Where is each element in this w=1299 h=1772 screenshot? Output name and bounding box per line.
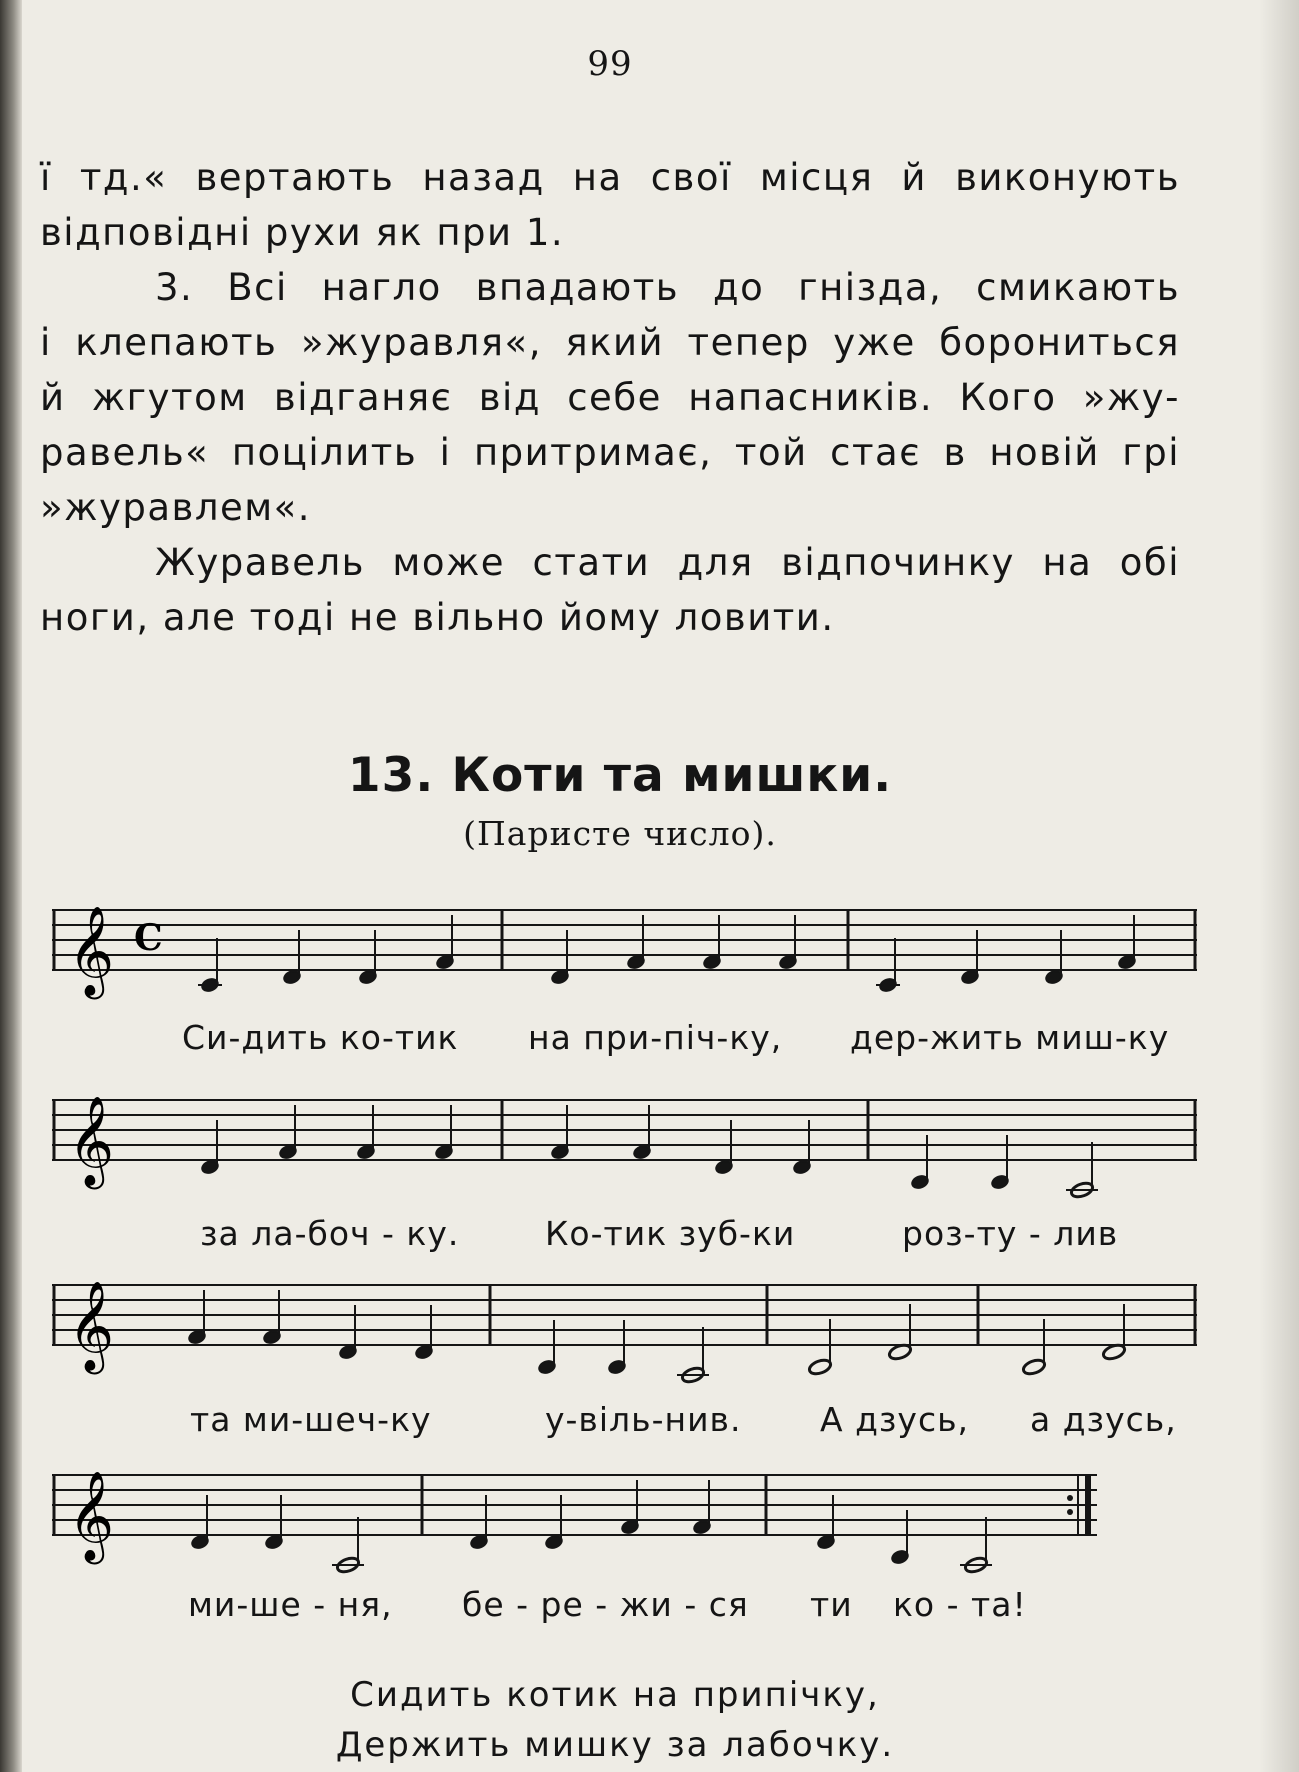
song-title: 13. Коти та мишки.: [347, 748, 893, 803]
music-staff-3: [52, 1255, 1212, 1395]
paragraph-2-line-5: »журавлем«.: [40, 486, 312, 529]
treble-clef-icon: 𝄞: [68, 1096, 115, 1186]
verse-line-1: Сидить котик на припічку,: [350, 1675, 880, 1715]
lyric-2-c: роз-ту - лив: [902, 1214, 1119, 1253]
page-edge-shadow: [1259, 0, 1299, 1772]
verse-line-2: Держить мишку за лабочку.: [335, 1725, 895, 1765]
lyric-2-a: за ла-боч - ку.: [200, 1214, 460, 1253]
music-staff-2: [52, 1070, 1212, 1210]
paragraph-2-line-4: равель« поцілить і притримає, той стає в новій грі: [40, 431, 1180, 474]
lyric-4-a: ми-ше - ня,: [188, 1585, 393, 1624]
lyric-4-b: бе - ре - жи - ся: [462, 1585, 749, 1624]
lyric-3-d: а дзусь,: [1030, 1400, 1177, 1439]
lyric-2-b: Ко-тик зуб-ки: [545, 1214, 796, 1253]
paragraph-2-line-3: й жгутом відганяє від себе напасників. Кого »жу-: [40, 376, 1180, 419]
lyric-4-c: ти: [810, 1585, 853, 1624]
music-staff-1: [52, 880, 1212, 1020]
treble-clef-icon: 𝄞: [68, 1281, 115, 1371]
lyric-1-b: на при-піч-ку,: [528, 1018, 783, 1057]
lyric-3-c: А дзусь,: [820, 1400, 970, 1439]
lyric-1-c: дер-жить миш-ку: [850, 1018, 1170, 1057]
paragraph-1-line-1: ї тд.« вертають назад на свої місця й виконують: [40, 156, 1180, 199]
song-subtitle: (Паристе число).: [463, 814, 777, 853]
treble-clef-icon: 𝄞: [68, 1471, 115, 1561]
lyric-1-a: Си-дить ко-тик: [182, 1018, 459, 1057]
page-number: 99: [587, 44, 633, 84]
lyric-4-d: ко - та!: [893, 1585, 1027, 1624]
lyric-3-a: та ми-шеч-ку: [190, 1400, 432, 1439]
paragraph-3-line-1: Журавель може стати для відпочинку на обі: [155, 541, 1180, 584]
lyric-3-b: у-віль-нив.: [545, 1400, 742, 1439]
music-staff-4: [52, 1445, 1212, 1585]
time-signature: C: [134, 917, 163, 959]
paragraph-2-line-2: і клепають »журавля«, який тепер уже борониться: [40, 321, 1180, 364]
paragraph-1-line-2: відповідні рухи як при 1.: [40, 211, 565, 254]
paragraph-2-line-1: 3. Всі нагло впадають до гнізда, смикають: [155, 266, 1180, 309]
treble-clef-icon: 𝄞: [68, 906, 115, 996]
paragraph-3-line-2: ноги, але тоді не вільно йому ловити.: [40, 596, 835, 639]
book-spine-shadow: [0, 0, 22, 1772]
